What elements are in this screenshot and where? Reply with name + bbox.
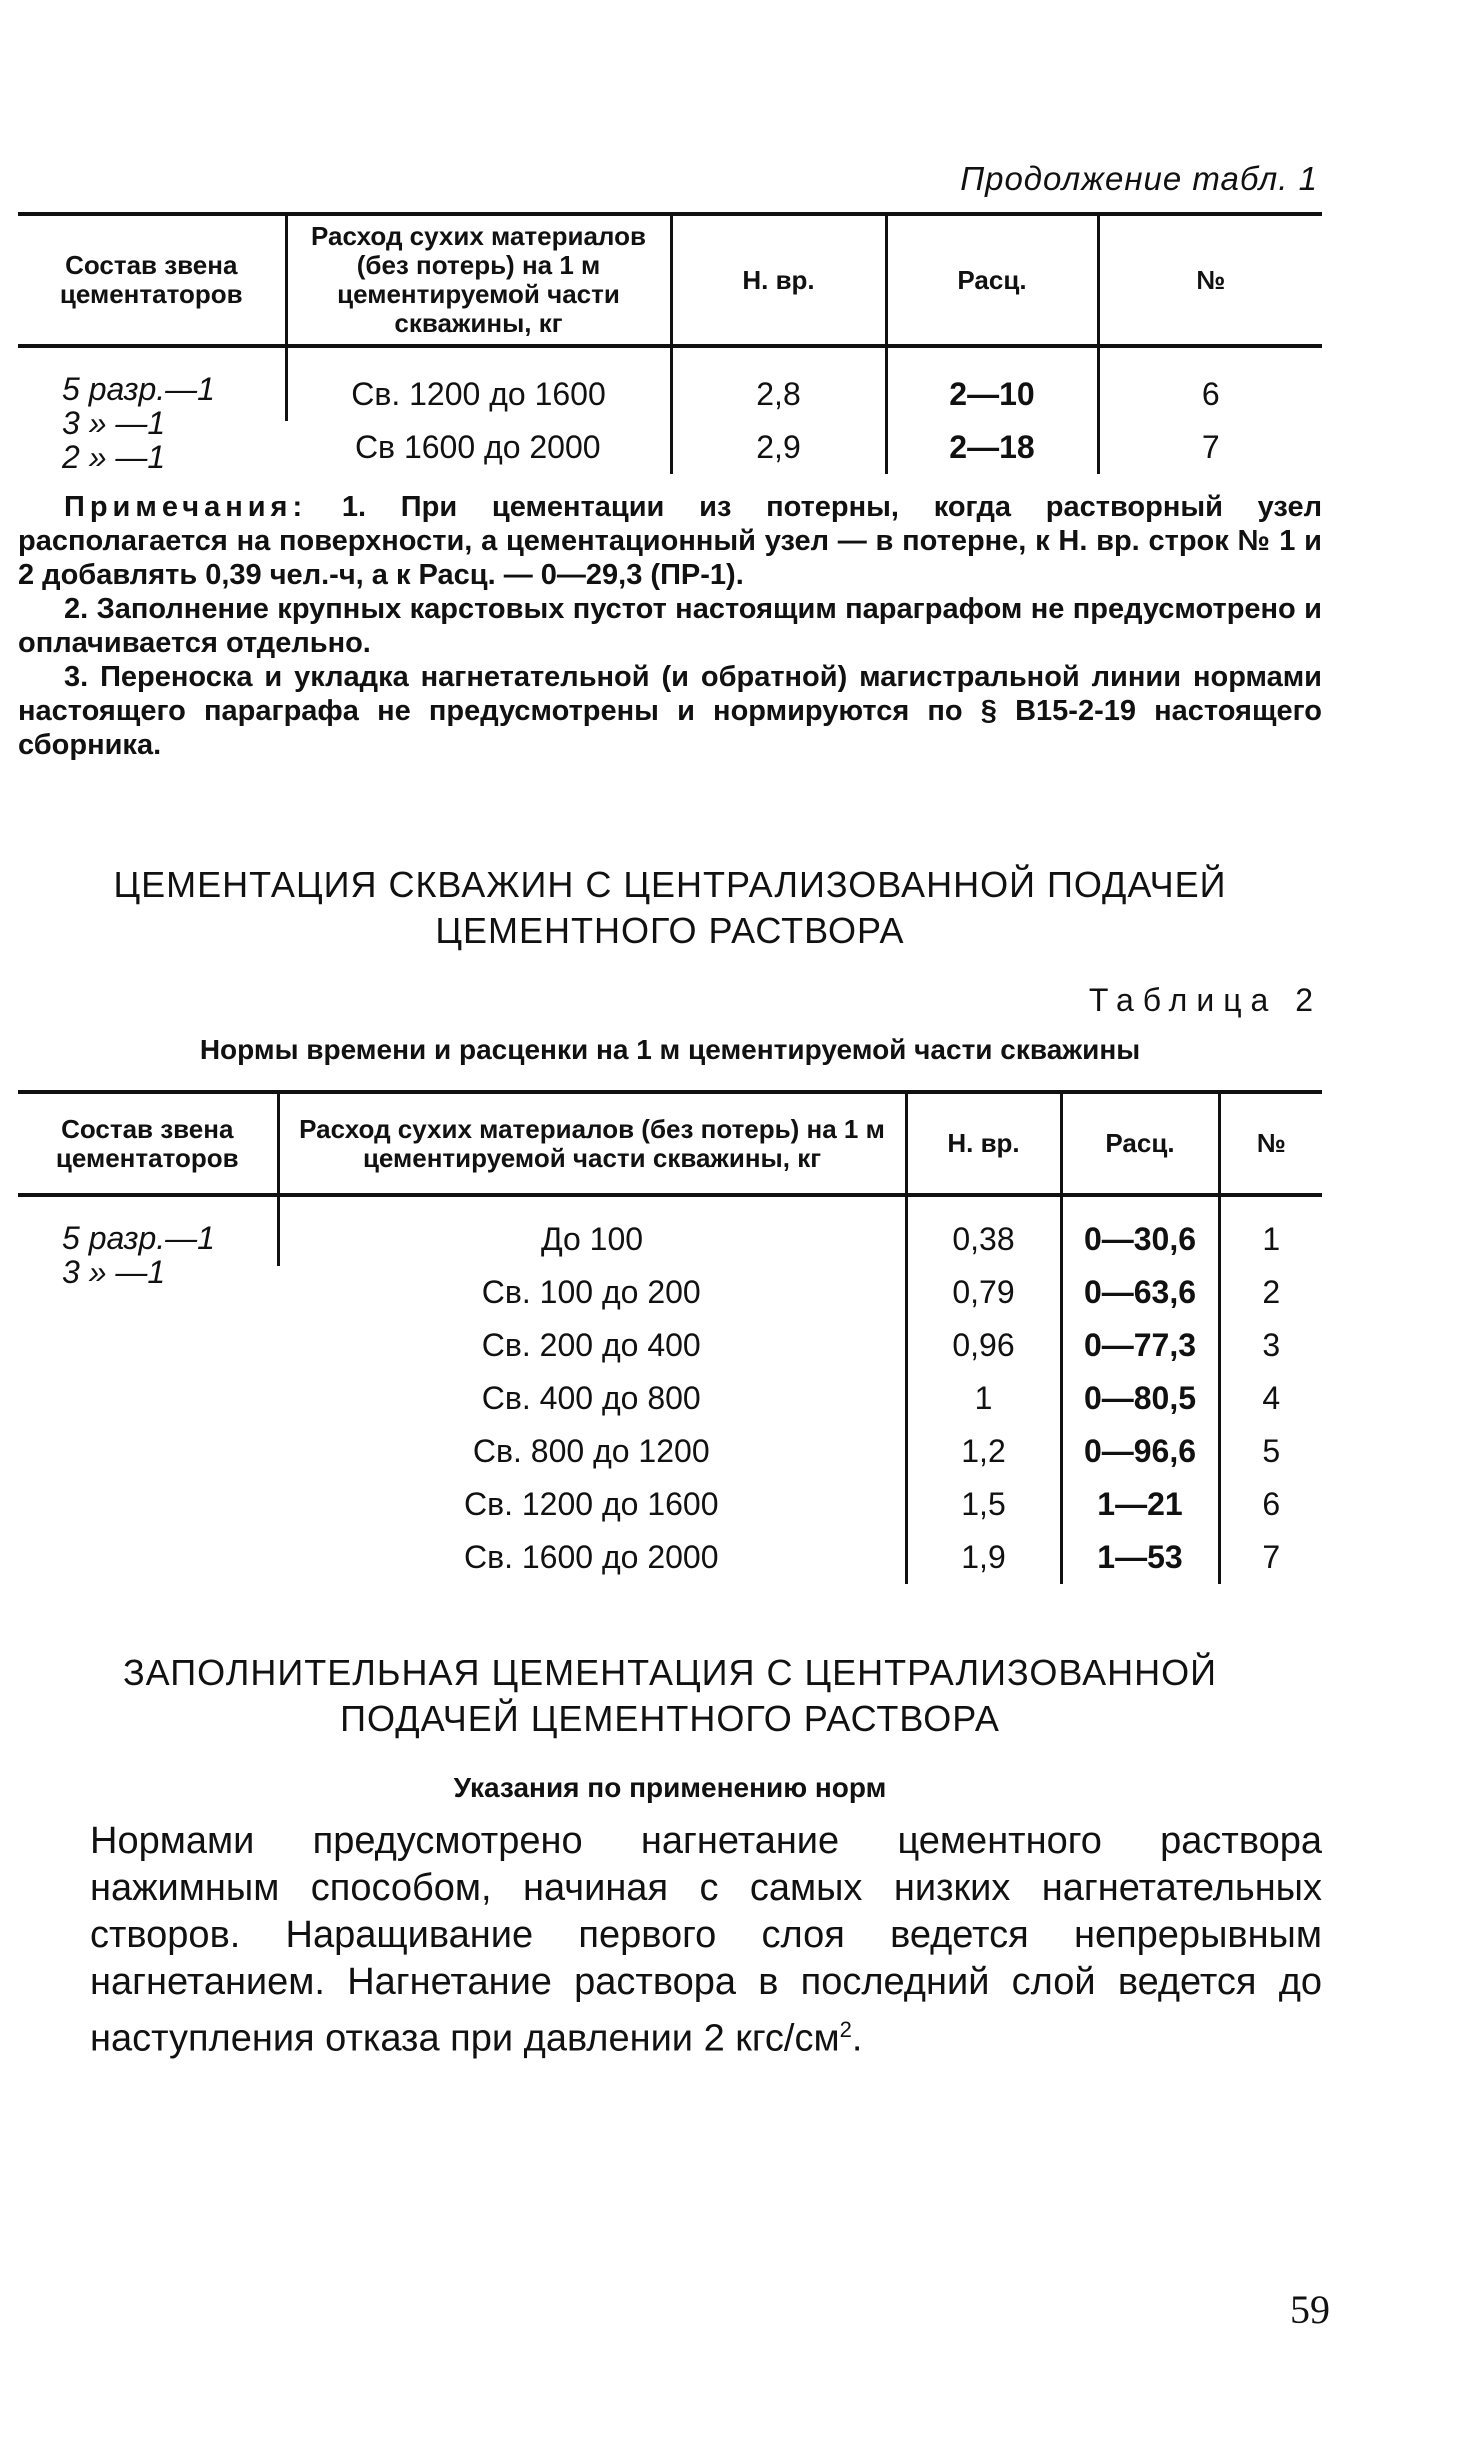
material-cell: Св. 1600 до 2000 [463, 1539, 719, 1575]
heading-line: ПОДАЧЕЙ ЦЕМЕНТНОГО РАСТВОРА [340, 1698, 1000, 1739]
material-cell: Св. 100 до 200 [481, 1274, 701, 1310]
note-2: 2. Заполнение крупных карстовых пустот настоящим параграфом не предусмотрено и оплачивается отдельно. [18, 593, 1322, 659]
norm-cell: 0,38 [906, 1195, 1061, 1266]
note-1-tail: (ПР-1). [650, 559, 744, 591]
material-cell: Св. 1200 до 1600 [286, 346, 671, 421]
norm-cell: 1 [906, 1372, 1061, 1425]
crew-line: 5 разр.—1 [62, 371, 215, 407]
body-superscript: 2 [839, 2017, 852, 2042]
crew-line: 5 разр.—1 [62, 1220, 215, 1256]
rate-cell: 0—63,6 [1061, 1266, 1219, 1319]
table-1-continued [18, 212, 1322, 474]
heading-line: ЦЕМЕНТНОГО РАСТВОРА [435, 910, 905, 951]
heading-line: ЗАПОЛНИТЕЛЬНАЯ ЦЕМЕНТАЦИЯ С ЦЕНТРАЛИЗОВАННОЙ [122, 1652, 1218, 1693]
rate-cell: 2—10 [886, 346, 1098, 421]
number-cell: 6 [1219, 1478, 1322, 1531]
rate-cell: 2—18 [886, 421, 1098, 474]
rate-cell: 0—96,6 [1061, 1425, 1219, 1478]
header-number: № [1098, 214, 1322, 346]
body-paragraph [90, 1818, 1322, 2063]
body-end: . [851, 2017, 863, 2060]
number-cell: 7 [1219, 1531, 1322, 1584]
rate-cell: 0—80,5 [1061, 1372, 1219, 1425]
rate-cell: 1—53 [1061, 1531, 1219, 1584]
header-crew: Состав звена цементаторов [18, 214, 286, 346]
rate-cell: 0—77,3 [1061, 1319, 1219, 1372]
norm-cell: 0,96 [906, 1319, 1061, 1372]
body-main: Нормами предусмотрено нагнетание цементного раствора нажимным способом, начиная с самых низких нагнетательных створов. Наращивание первого слоя ведется непрерывным нагнетанием. Нагнетание раствора в последний слой ведется до наступления отказа при давлении 2 кгс/см [90, 1820, 1322, 2060]
crew-line: 3 » —1 [62, 1254, 166, 1290]
page-number: 59 [1290, 2287, 1330, 2332]
norm-cell: 0,79 [906, 1266, 1061, 1319]
body-text [90, 1818, 1322, 2063]
table-2-caption: Нормы времени и расценки на 1 м цементируемой части скважины [199, 1034, 1141, 1065]
number-cell: 4 [1219, 1372, 1322, 1425]
note-1 [18, 490, 1322, 592]
crew-line: 2 » —1 [62, 439, 166, 475]
material-cell: Св. 400 до 800 [481, 1380, 701, 1416]
table-2-label: Таблица 2 [1088, 982, 1322, 1018]
header-materials: Расход сухих материалов (без потерь) на 1 м цементируемой части скважины, кг [286, 214, 671, 346]
norm-cell: 1,2 [906, 1425, 1061, 1478]
material-cell: Св. 1200 до 1600 [463, 1486, 719, 1522]
number-cell: 3 [1219, 1319, 1322, 1372]
rate-cell: 1—21 [1061, 1478, 1219, 1531]
number-cell: 1 [1219, 1195, 1322, 1266]
number-cell: 5 [1219, 1425, 1322, 1478]
header-crew: Состав звена цементаторов [18, 1092, 278, 1195]
section-heading-2 [18, 1650, 1322, 1742]
header-materials: Расход сухих материалов (без потерь) на 1 м цементируемой части скважины, кг [278, 1092, 906, 1195]
norm-cell: 1,5 [906, 1478, 1061, 1531]
table-row [18, 1195, 1322, 1266]
table-2 [18, 1090, 1322, 1584]
header-norm: Н. вр. [906, 1092, 1061, 1195]
rate-cell: 0—30,6 [1061, 1195, 1219, 1266]
section-heading-1 [18, 862, 1322, 954]
crew-cell [18, 346, 286, 474]
header-norm: Н. вр. [671, 214, 886, 346]
notes-block [18, 490, 1322, 762]
material-cell: До 100 [278, 1195, 906, 1266]
header-number: № [1219, 1092, 1322, 1195]
number-cell: 2 [1219, 1266, 1322, 1319]
material-cell: Св. 800 до 1200 [472, 1433, 710, 1469]
heading-line: ЦЕМЕНТАЦИЯ СКВАЖИН С ЦЕНТРАЛИЗОВАННОЙ ПОДАЧЕЙ [113, 864, 1227, 905]
crew-cell [18, 1195, 278, 1584]
norm-cell: 2,8 [671, 346, 886, 421]
header-rate: Расц. [886, 214, 1098, 346]
norm-cell: 1,9 [906, 1531, 1061, 1584]
note-3: 3. Переноска и укладка нагнетательной (и обратной) магистральной линии нормами настоящего параграфа не предусмотрены и нормируются по § В15-2-19 настоящего сборника. [18, 661, 1322, 761]
crew-line: 3 » —1 [62, 405, 166, 441]
table-row [18, 346, 1322, 421]
notes-lead: Примечания: [64, 491, 308, 523]
material-cell: Св. 200 до 400 [481, 1327, 701, 1363]
note-1-text: 1. При цементации из потерны, когда растворный узел располагается на поверхности, а цементационный узел — в потерне, к Н. вр. строк № 1 и 2 добавлять 0,39 чел.-ч, а к [18, 491, 1323, 591]
continuation-label: Продолжение табл. 1 [960, 160, 1318, 197]
material-cell: Св 1600 до 2000 [354, 429, 601, 465]
norm-cell: 2,9 [671, 421, 886, 474]
number-cell: 7 [1098, 421, 1322, 474]
note-1-rate: Расц. — 0—29,3 [418, 559, 643, 591]
guidelines-subheading: Указания по применению норм [453, 1772, 887, 1803]
number-cell: 6 [1098, 346, 1322, 421]
header-rate: Расц. [1061, 1092, 1219, 1195]
